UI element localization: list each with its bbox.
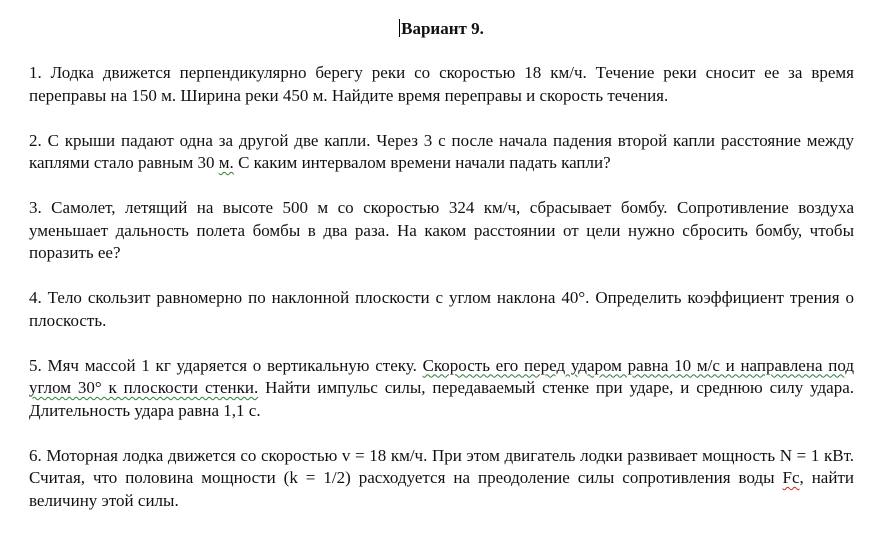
problem-5-text-end: Найти импульс силы, передаваемый стенке при ударе, и среднюю силу удара. Длительность удара равна 1,1 с. (29, 378, 854, 420)
problem-5 (29, 355, 854, 423)
problem-5-text-start: 5. Мяч массой 1 кг ударяется о вертикальную стеку. (29, 355, 423, 375)
problem-4-text: 4. Тело скользит равномерно по наклонной плоскости с углом наклона 40°. Определить коэффициент трения о плоскость. (29, 288, 854, 330)
title-text: Вариант 9. (401, 19, 484, 38)
problem-3-text: 3. Самолет, летящий на высоте 500 м со скоростью 324 км/ч, сбрасывает бомбу. Сопротивление воздуха уменьшает дальность полета бомбы в два раза. На каком расстоянии от цели нужно сбросить бомбу, чтобы поразить ее? (29, 198, 854, 262)
document-title (29, 18, 854, 40)
problem-6-text-end: , найти величину этой силы. (29, 468, 854, 510)
problem-2-grammar-mark: м. (218, 153, 234, 172)
problem-5-grammar-mark: Скорость его перед ударом равна 10 м/с и направлена под углом 30° к плоскости стенки. (29, 355, 854, 397)
problem-2-text-end: С каким интервалом времени начали падать капли? (233, 153, 611, 172)
problem-2-text-start: 2. С крыши падают одна за другой две капли. Через 3 с после начала падения второй капли расстояние между каплями стало равным 30 (29, 130, 854, 172)
text-cursor (399, 19, 400, 37)
problem-6 (29, 445, 854, 513)
problem-2 (29, 130, 854, 175)
problem-4 (29, 287, 854, 332)
problem-6-text-start: 6. Моторная лодка движется со скоростью v = 18 км/ч. При этом двигатель лодки развивает мощность N = 1 кВт. Считая, что половина мощности (k = 1/2) расходуется на преодоление силы сопротивления воды (29, 445, 854, 487)
problem-6-spelling-mark: Fc (782, 468, 800, 487)
problem-1 (29, 62, 854, 107)
document-page (29, 18, 854, 535)
problem-3 (29, 197, 854, 265)
problem-1-text: 1. Лодка движется перпендикулярно берегу реки со скоростью 18 км/ч. Течение реки сносит ее за время переправы на 150 м. Ширина реки 450 м. Найдите время переправы и скорость течения. (29, 63, 854, 105)
